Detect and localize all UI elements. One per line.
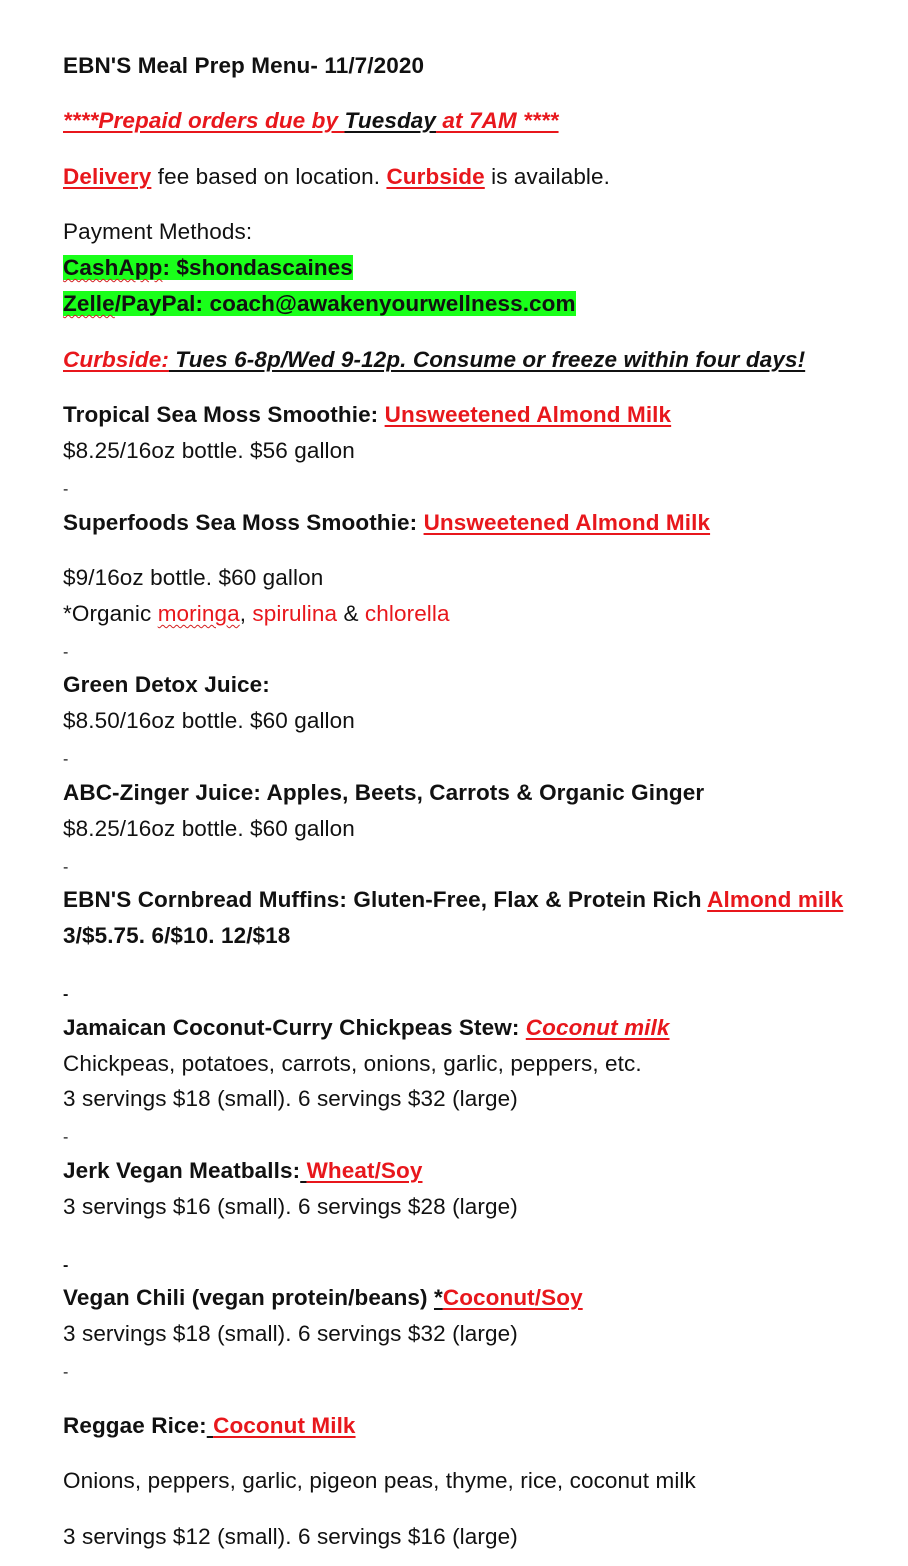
separator: - bbox=[63, 751, 69, 768]
item-abc-price: $8.25/16oz bottle. $60 gallon bbox=[63, 816, 355, 841]
item-chili-price: 3 servings $18 (small). 6 servings $32 (large) bbox=[63, 1321, 518, 1346]
separator: - bbox=[63, 481, 69, 498]
prepaid-deadline: ****Prepaid orders due by Tuesday at 7AM **** bbox=[63, 108, 559, 133]
item-superfoods-sea-moss: Superfoods Sea Moss Smoothie: Unsweetened Almond Milk bbox=[63, 510, 711, 535]
item-stew-price: 3 servings $18 (small). 6 servings $32 (large) bbox=[63, 1086, 518, 1111]
item-green-detox: Green Detox Juice: bbox=[63, 672, 270, 697]
separator: - bbox=[63, 1257, 69, 1274]
curbside-hours: Curbside: Tues 6-8p/Wed 9-12p. Consume or freeze within four days! bbox=[63, 347, 806, 372]
item-tropical-sea-moss: Tropical Sea Moss Smoothie: Unsweetened Almond Milk bbox=[63, 402, 672, 427]
item-muffins-price: 3/$5.75. 6/$10. 12/$18 bbox=[63, 923, 291, 948]
item-jerk-meatballs: Jerk Vegan Meatballs: Wheat/Soy bbox=[63, 1158, 423, 1183]
item-vegan-chili: Vegan Chili (vegan protein/beans) *Coconut/Soy bbox=[63, 1285, 583, 1310]
separator: - bbox=[63, 859, 69, 876]
separator: - bbox=[63, 644, 69, 661]
item-cornbread-muffins: EBN'S Cornbread Muffins: Gluten-Free, Flax & Protein Rich Almond milk bbox=[63, 887, 844, 912]
item-rice-description: Onions, peppers, garlic, pigeon peas, thyme, rice, coconut milk bbox=[63, 1468, 696, 1493]
item-meatballs-price: 3 servings $16 (small). 6 servings $28 (large) bbox=[63, 1194, 518, 1219]
item-green-price: $8.50/16oz bottle. $60 gallon bbox=[63, 708, 355, 733]
item-superfoods-note: *Organic moringa, spirulina & chlorella bbox=[63, 601, 450, 626]
item-reggae-rice: Reggae Rice: Coconut Milk bbox=[63, 1413, 356, 1438]
delivery-info: Delivery fee based on location. Curbside is available. bbox=[63, 164, 610, 189]
payment-heading: Payment Methods: bbox=[63, 219, 253, 244]
separator: - bbox=[63, 1129, 69, 1146]
separator: - bbox=[63, 986, 69, 1003]
item-abc-zinger: ABC-Zinger Juice: Apples, Beets, Carrots & Organic Ginger bbox=[63, 780, 705, 805]
menu-title: EBN'S Meal Prep Menu- 11/7/2020 bbox=[63, 53, 425, 78]
item-tropical-price: $8.25/16oz bottle. $56 gallon bbox=[63, 438, 355, 463]
item-superfoods-price: $9/16oz bottle. $60 gallon bbox=[63, 565, 324, 590]
item-rice-price: 3 servings $12 (small). 6 servings $16 (large) bbox=[63, 1524, 518, 1549]
payment-zelle-paypal: Zelle/PayPal: coach@awakenyourwellness.com bbox=[63, 291, 576, 316]
payment-cashapp: CashApp: $shondascaines bbox=[63, 255, 353, 280]
item-stew-description: Chickpeas, potatoes, carrots, onions, garlic, peppers, etc. bbox=[63, 1051, 642, 1076]
item-chickpeas-stew: Jamaican Coconut-Curry Chickpeas Stew: Coconut milk bbox=[63, 1015, 670, 1040]
separator: - bbox=[63, 1364, 69, 1381]
